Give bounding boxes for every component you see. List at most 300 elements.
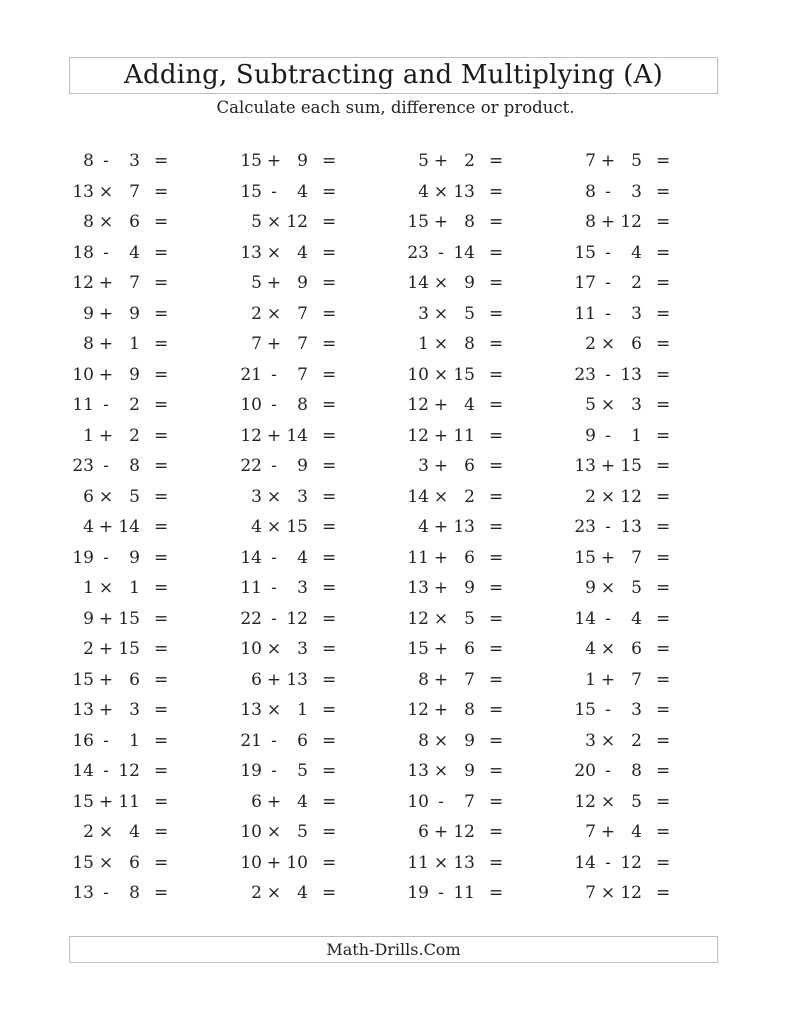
equals-sign: = [154,395,169,415]
equals-sign: = [154,517,169,537]
operand-b: 15 [453,364,475,385]
operator: - [438,242,444,263]
equals-sign: = [656,639,671,659]
operator: + [600,151,616,171]
operand-a: 4 [83,517,94,537]
operator: - [605,761,611,781]
operand-b: 5 [631,791,642,812]
operator: × [98,822,114,842]
operator: + [433,212,449,232]
operator: - [605,425,611,446]
operand-a: 15 [240,151,262,171]
operand-b: 4 [297,242,308,263]
operand-b: 14 [286,425,308,446]
equals-sign: = [656,517,671,537]
problem-row [0,817,791,848]
operand-a: 19 [407,883,429,903]
operand-b: 2 [631,730,642,751]
operand-b: 3 [631,700,642,720]
operand-a: 15 [407,639,429,659]
instructions: Calculate each sum, difference or product. [216,98,575,117]
equals-sign: = [489,547,504,568]
operator: + [433,578,449,598]
operand-b: 4 [297,883,308,903]
operand-b: 6 [464,639,475,659]
operand-b: 12 [286,212,308,232]
operator: × [266,639,282,659]
equals-sign: = [656,303,671,324]
operand-a: 21 [240,364,262,385]
equals-sign: = [489,456,504,476]
operand-b: 13 [620,364,642,385]
operand-b: 6 [631,639,642,659]
operand-a: 10 [240,852,262,873]
equals-sign: = [656,273,671,293]
operator: - [103,456,109,476]
operand-a: 11 [407,852,429,873]
operand-b: 7 [464,791,475,812]
operator: + [98,364,114,385]
equals-sign: = [656,608,671,629]
operand-a: 15 [72,791,94,812]
operand-b: 3 [631,395,642,415]
operator: × [98,212,114,232]
operator: - [103,761,109,781]
operand-a: 16 [72,730,94,751]
operand-b: 3 [297,578,308,598]
operand-a: 5 [251,273,262,293]
operand-b: 9 [297,456,308,476]
operand-a: 13 [72,883,94,903]
operator: + [266,669,282,690]
operator: + [98,639,114,659]
equals-sign: = [489,639,504,659]
operand-b: 3 [129,151,140,171]
operand-a: 3 [418,303,429,324]
operand-a: 5 [585,395,596,415]
equals-sign: = [322,700,337,720]
operand-b: 3 [631,181,642,202]
operand-a: 19 [240,761,262,781]
operator: + [266,791,282,812]
equals-sign: = [154,181,169,202]
problem-row [0,390,791,421]
equals-sign: = [322,791,337,812]
operand-b: 1 [631,425,642,446]
operand-b: 3 [297,486,308,507]
operand-b: 9 [464,273,475,293]
operand-a: 8 [83,334,94,354]
operand-b: 12 [620,883,642,903]
equals-sign: = [322,303,337,324]
operand-a: 15 [574,242,596,263]
problem-row [0,634,791,665]
equals-sign: = [322,639,337,659]
operator: - [271,547,277,568]
equals-sign: = [154,608,169,629]
operand-a: 4 [251,517,262,537]
equals-sign: = [489,822,504,842]
equals-sign: = [489,486,504,507]
equals-sign: = [154,883,169,903]
operator: - [605,181,611,202]
operator: + [433,456,449,476]
equals-sign: = [656,578,671,598]
operand-b: 5 [631,578,642,598]
operator: × [266,242,282,263]
operator: - [271,364,277,385]
operand-a: 1 [83,425,94,446]
operand-b: 3 [129,700,140,720]
operator: × [433,303,449,324]
operand-a: 10 [407,364,429,385]
operand-a: 8 [585,212,596,232]
equals-sign: = [489,212,504,232]
equals-sign: = [656,151,671,171]
operand-a: 3 [251,486,262,507]
operand-a: 15 [574,700,596,720]
operand-a: 2 [585,334,596,354]
operand-b: 5 [631,151,642,171]
operator: × [266,517,282,537]
operand-a: 5 [418,151,429,171]
operand-a: 10 [72,364,94,385]
equals-sign: = [154,242,169,263]
operand-a: 7 [585,822,596,842]
operator: - [605,700,611,720]
problem-row [0,573,791,604]
equals-sign: = [322,883,337,903]
equals-sign: = [656,334,671,354]
operand-a: 12 [240,425,262,446]
problem-row [0,482,791,513]
operator: × [266,303,282,324]
operator: - [271,578,277,598]
equals-sign: = [656,883,671,903]
operand-a: 23 [574,517,596,537]
operand-b: 10 [286,852,308,873]
operand-b: 5 [464,303,475,324]
operand-a: 15 [407,212,429,232]
operand-a: 13 [240,242,262,263]
problem-row [0,299,791,330]
operator: × [266,700,282,720]
operand-b: 6 [297,730,308,751]
title-box [69,57,718,94]
operand-b: 6 [129,669,140,690]
operator: × [600,578,616,598]
operand-a: 3 [418,456,429,476]
problem-grid [0,146,791,909]
operand-a: 22 [240,608,262,629]
problem-row [0,787,791,818]
operand-a: 10 [240,822,262,842]
equals-sign: = [322,730,337,751]
operand-b: 14 [453,242,475,263]
equals-sign: = [322,517,337,537]
operand-b: 4 [297,181,308,202]
equals-sign: = [322,547,337,568]
operand-b: 7 [129,181,140,202]
operand-a: 7 [585,151,596,171]
equals-sign: = [489,334,504,354]
problem-row [0,756,791,787]
operand-a: 8 [585,181,596,202]
operand-a: 6 [251,791,262,812]
equals-sign: = [322,608,337,629]
operand-a: 13 [574,456,596,476]
operator: × [433,486,449,507]
operator: + [433,700,449,720]
operator: × [266,822,282,842]
equals-sign: = [154,425,169,446]
problem-row [0,329,791,360]
operand-b: 9 [464,578,475,598]
operator: × [98,181,114,202]
problem-row [0,543,791,574]
operand-a: 7 [585,883,596,903]
operand-b: 13 [453,181,475,202]
operand-a: 23 [407,242,429,263]
operand-b: 6 [129,852,140,873]
operand-a: 14 [407,486,429,507]
problem-row [0,665,791,696]
equals-sign: = [154,730,169,751]
problem-row [0,848,791,879]
equals-sign: = [154,761,169,781]
operator: - [271,761,277,781]
problem-row [0,695,791,726]
operand-a: 15 [72,669,94,690]
operand-b: 8 [297,395,308,415]
problem-row [0,360,791,391]
equals-sign: = [154,364,169,385]
operator: - [271,456,277,476]
equals-sign: = [322,273,337,293]
operand-b: 2 [129,395,140,415]
operand-b: 7 [297,364,308,385]
operand-a: 6 [83,486,94,507]
equals-sign: = [322,242,337,263]
operand-b: 7 [297,334,308,354]
operator: + [433,639,449,659]
operand-a: 9 [585,578,596,598]
equals-sign: = [656,456,671,476]
operator: × [433,364,449,385]
operator: + [98,334,114,354]
operand-b: 1 [129,578,140,598]
operand-a: 8 [83,151,94,171]
equals-sign: = [489,242,504,263]
equals-sign: = [656,181,671,202]
operand-b: 5 [129,486,140,507]
operand-b: 14 [118,517,140,537]
equals-sign: = [322,852,337,873]
operator: + [266,425,282,446]
operand-a: 6 [251,669,262,690]
operator: + [98,273,114,293]
operand-a: 22 [240,456,262,476]
operand-a: 12 [407,425,429,446]
operand-a: 20 [574,761,596,781]
equals-sign: = [154,822,169,842]
footer-box [69,936,718,963]
operand-b: 12 [620,212,642,232]
problem-row [0,268,791,299]
operand-b: 4 [631,608,642,629]
operand-b: 7 [631,669,642,690]
operand-a: 12 [407,700,429,720]
operator: × [98,578,114,598]
operand-b: 9 [297,273,308,293]
operator: + [98,517,114,537]
operand-a: 7 [251,334,262,354]
operand-b: 7 [464,669,475,690]
operand-b: 11 [118,791,140,812]
equals-sign: = [656,212,671,232]
operator: + [433,669,449,690]
operand-b: 8 [129,456,140,476]
operator: - [438,791,444,812]
operand-b: 12 [620,852,642,873]
operand-b: 4 [129,242,140,263]
operand-a: 11 [240,578,262,598]
operator: × [600,639,616,659]
operator: + [98,608,114,629]
operand-a: 19 [72,547,94,568]
operand-a: 10 [407,791,429,812]
operator: × [433,730,449,751]
operand-b: 8 [129,883,140,903]
operand-b: 13 [620,517,642,537]
operand-b: 3 [297,639,308,659]
operand-a: 2 [83,639,94,659]
operator: + [98,303,114,324]
problem-row [0,451,791,482]
equals-sign: = [489,883,504,903]
operator: - [438,883,444,903]
operator: + [266,334,282,354]
operator: + [433,151,449,171]
operator: - [605,517,611,537]
operator: × [600,730,616,751]
operator: - [605,273,611,293]
operand-a: 12 [72,273,94,293]
operand-a: 13 [407,761,429,781]
equals-sign: = [322,822,337,842]
operand-b: 4 [631,242,642,263]
operand-a: 1 [83,578,94,598]
operator: + [98,700,114,720]
operator: + [433,822,449,842]
equals-sign: = [322,669,337,690]
equals-sign: = [154,151,169,171]
operand-b: 2 [464,486,475,507]
operand-a: 9 [585,425,596,446]
operand-a: 4 [585,639,596,659]
operand-a: 12 [407,395,429,415]
operand-a: 14 [240,547,262,568]
problem-row [0,604,791,635]
equals-sign: = [154,486,169,507]
operand-b: 8 [631,761,642,781]
equals-sign: = [154,791,169,812]
equals-sign: = [656,791,671,812]
operand-a: 9 [83,608,94,629]
equals-sign: = [656,822,671,842]
operand-a: 6 [418,822,429,842]
operator: × [266,486,282,507]
equals-sign: = [322,395,337,415]
operator: × [600,791,616,812]
operand-b: 5 [297,761,308,781]
problem-row [0,177,791,208]
operand-a: 10 [240,639,262,659]
operator: + [600,547,616,568]
operand-b: 12 [453,822,475,842]
operand-b: 8 [464,212,475,232]
operator: × [433,334,449,354]
operand-b: 6 [129,212,140,232]
operator: + [600,669,616,690]
operand-b: 13 [453,517,475,537]
operator: + [98,791,114,812]
operator: - [605,242,611,263]
operand-a: 13 [407,578,429,598]
operator: - [103,151,109,171]
equals-sign: = [489,181,504,202]
operand-a: 15 [72,852,94,873]
operand-a: 11 [72,395,94,415]
operand-b: 2 [631,273,642,293]
operator: + [98,425,114,446]
operand-a: 8 [418,669,429,690]
operator: - [103,730,109,751]
operand-a: 23 [574,364,596,385]
operator: - [605,364,611,385]
equals-sign: = [489,730,504,751]
footer-site: Math-Drills.Com [326,940,461,959]
operand-b: 5 [297,822,308,842]
equals-sign: = [656,425,671,446]
operand-a: 14 [72,761,94,781]
operator: + [433,425,449,446]
operand-b: 15 [286,517,308,537]
problem-row [0,207,791,238]
operator: - [103,395,109,415]
equals-sign: = [322,456,337,476]
equals-sign: = [489,425,504,446]
equals-sign: = [656,852,671,873]
problem-row [0,146,791,177]
operator: - [605,608,611,629]
operator: - [271,608,277,629]
operand-a: 1 [418,334,429,354]
operand-b: 9 [464,761,475,781]
equals-sign: = [489,700,504,720]
operand-b: 9 [129,303,140,324]
equals-sign: = [322,181,337,202]
operand-b: 9 [129,364,140,385]
equals-sign: = [489,578,504,598]
operand-b: 3 [631,303,642,324]
equals-sign: = [489,608,504,629]
equals-sign: = [489,852,504,873]
equals-sign: = [322,486,337,507]
equals-sign: = [489,151,504,171]
operator: × [266,212,282,232]
equals-sign: = [656,761,671,781]
